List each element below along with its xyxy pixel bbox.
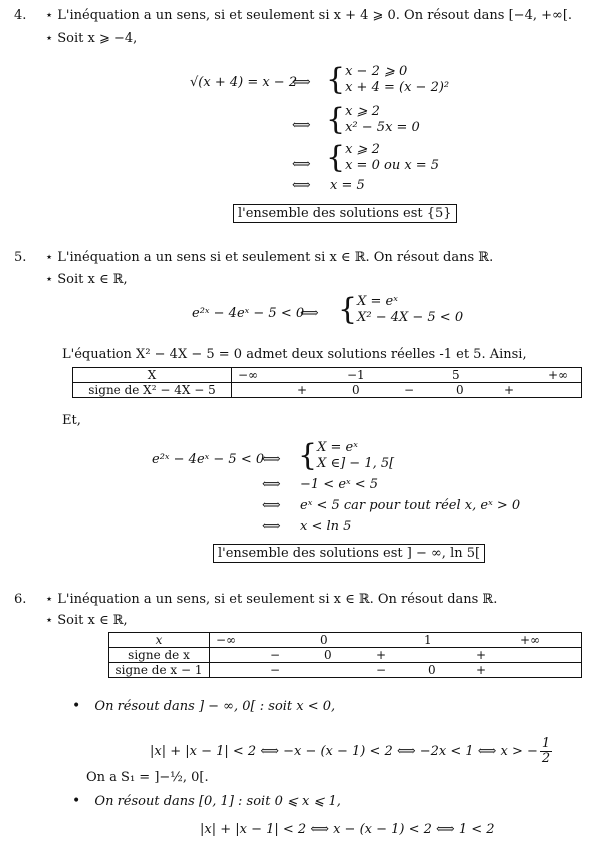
s4-sys3-a: x ⩾ 2 <box>345 142 380 157</box>
s5-lhs-2: e²ˣ − 4eˣ − 5 < 0 <box>152 452 265 467</box>
s6-case-2-text: soit 0 ⩽ x ⩽ 1, <box>242 794 341 809</box>
s4-let-line: ⋆ Soit x ⩾ −4, <box>45 31 138 46</box>
s5-sys-b: X² − 4X − 5 < 0 <box>357 310 464 325</box>
s4-system-1: { x − 2 ⩾ 0 x + 4 = (x − 2)² <box>326 62 450 97</box>
s6-case-2-label: On résout dans [0, 1] : <box>94 794 243 809</box>
s4-system-3: { x ⩾ 2 x = 0 ou x = 5 <box>326 140 440 175</box>
tick-label: +∞ <box>520 633 541 647</box>
tick-label: +∞ <box>548 368 569 382</box>
table-cell: signe de X² − 4X − 5 <box>73 383 232 398</box>
sign-cell: + <box>504 383 515 397</box>
s5-sign-table <box>72 367 582 398</box>
fraction-num: 1 <box>541 736 551 751</box>
s4-iff-1: ⟺ <box>292 75 311 90</box>
s5-step-1: −1 < eˣ < 5 <box>300 477 379 492</box>
s5-domain-line: ⋆ L'inéquation a un sens si et seulement si x ∈ ℝ. On résout dans ℝ. <box>45 250 494 265</box>
s5-system-1: { X = eˣ X² − 4X − 5 < 0 <box>338 292 464 327</box>
s6-bullet-2 <box>72 793 341 809</box>
s5-let-line: ⋆ Soit x ∈ ℝ, <box>45 272 128 287</box>
item-number-4: 4. <box>14 8 27 23</box>
table-cell: signe de x − 1 <box>109 663 210 678</box>
sign-cell: − <box>270 663 281 677</box>
item-number-5: 5. <box>14 250 27 265</box>
tick-label: −1 <box>347 368 365 382</box>
s5-step-2: eˣ < 5 car pour tout réel x, eˣ > 0 <box>300 498 521 513</box>
s4-sys1-b: x + 4 = (x − 2)² <box>345 80 450 95</box>
s6-eq1-text: |x| + |x − 1| < 2 ⟺ −x − (x − 1) < 2 ⟺ −2x < 1 ⟺ x > − <box>150 744 538 759</box>
sign-cell: + <box>476 663 487 677</box>
sign-cell: 0 <box>428 663 436 677</box>
s5-et: Et, <box>62 413 81 428</box>
table-row <box>109 648 582 663</box>
s4-solution-box: l'ensemble des solutions est {5} <box>233 204 457 223</box>
table-cell <box>210 648 582 663</box>
table-cell <box>232 368 582 383</box>
sign-cell: + <box>297 383 308 397</box>
s5-sys2-b: X ∈] − 1, 5[ <box>317 456 395 471</box>
sign-cell: − <box>270 648 281 662</box>
sign-cell: 0 <box>352 383 360 397</box>
s6-case-1-label: On résout dans ] − ∞, 0[ : <box>94 699 265 714</box>
table-row <box>73 368 582 383</box>
s4-sys1-a: x − 2 ⩾ 0 <box>345 64 408 79</box>
s5-system-2: { X = eˣ X ∈] − 1, 5[ <box>298 438 395 473</box>
s4-iff-3: ⟺ <box>292 157 311 172</box>
s5-iff-3: ⟺ <box>262 477 281 492</box>
s4-lhs: √(x + 4) = x − 2 <box>190 75 298 90</box>
tick-label: 5 <box>452 368 460 382</box>
table-cell: X <box>73 368 232 383</box>
s4-sys2-b: x² − 5x = 0 <box>345 120 420 135</box>
sign-cell: − <box>376 663 387 677</box>
s5-equation-line: L'équation X² − 4X − 5 = 0 admet deux solutions réelles -1 et 5. Ainsi, <box>62 347 527 362</box>
s4-iff-4: ⟺ <box>292 178 311 193</box>
bullet-icon: • <box>72 793 81 809</box>
tick-label: −∞ <box>216 633 237 647</box>
sign-cell: + <box>476 648 487 662</box>
sign-cell: 0 <box>456 383 464 397</box>
table-cell <box>210 663 582 678</box>
s5-sys2-a: X = eˣ <box>317 440 358 455</box>
s4-sys3-b: x = 0 ou x = 5 <box>345 158 440 173</box>
s6-bullet-1 <box>72 698 335 714</box>
table-row <box>73 383 582 398</box>
fraction <box>540 737 552 766</box>
s5-iff-1: ⟺ <box>300 306 319 321</box>
s5-solution-box: l'ensemble des solutions est ] − ∞, ln 5[ <box>213 544 485 563</box>
item-number-6: 6. <box>14 592 27 607</box>
s4-domain-line: ⋆ L'inéquation a un sens, si et seulement si x + 4 ⩾ 0. On résout dans [−4, +∞[. <box>45 8 573 23</box>
table-row <box>109 663 582 678</box>
s6-s1-line: On a S₁ = ]−½, 0[. <box>86 770 209 785</box>
s6-sign-table <box>108 632 582 678</box>
table-row <box>109 633 582 648</box>
table-cell <box>232 383 582 398</box>
s6-let-line: ⋆ Soit x ∈ ℝ, <box>45 613 128 628</box>
sign-cell: − <box>404 383 415 397</box>
s4-iff-2: ⟺ <box>292 118 311 133</box>
s4-sys2-a: x ⩾ 2 <box>345 104 380 119</box>
s5-lhs: e²ˣ − 4eˣ − 5 < 0 <box>192 306 305 321</box>
s5-step-3: x < ln 5 <box>300 519 352 534</box>
tick-label: 0 <box>320 633 328 647</box>
table-cell: signe de x <box>109 648 210 663</box>
tick-label: 1 <box>424 633 432 647</box>
s6-case-1-text: soit x < 0, <box>264 699 336 714</box>
s4-final: x = 5 <box>330 178 365 193</box>
s5-sys-a: X = eˣ <box>357 294 398 309</box>
tick-label: −∞ <box>238 368 259 382</box>
s5-iff-2: ⟺ <box>262 452 281 467</box>
s6-equation-1 <box>150 737 552 766</box>
table-cell <box>210 633 582 648</box>
s4-system-2: { x ⩾ 2 x² − 5x = 0 <box>326 102 420 137</box>
sign-cell: + <box>376 648 387 662</box>
s5-iff-5: ⟺ <box>262 519 281 534</box>
table-cell: x <box>109 633 210 648</box>
s5-iff-4: ⟺ <box>262 498 281 513</box>
bullet-icon: • <box>72 698 81 714</box>
sign-cell: 0 <box>324 648 332 662</box>
s6-equation-2: |x| + |x − 1| < 2 ⟺ x − (x − 1) < 2 ⟺ 1 < 2 <box>200 822 495 837</box>
s6-domain-line: ⋆ L'inéquation a un sens, si et seulement si x ∈ ℝ. On résout dans ℝ. <box>45 592 498 607</box>
fraction-den: 2 <box>541 751 551 766</box>
